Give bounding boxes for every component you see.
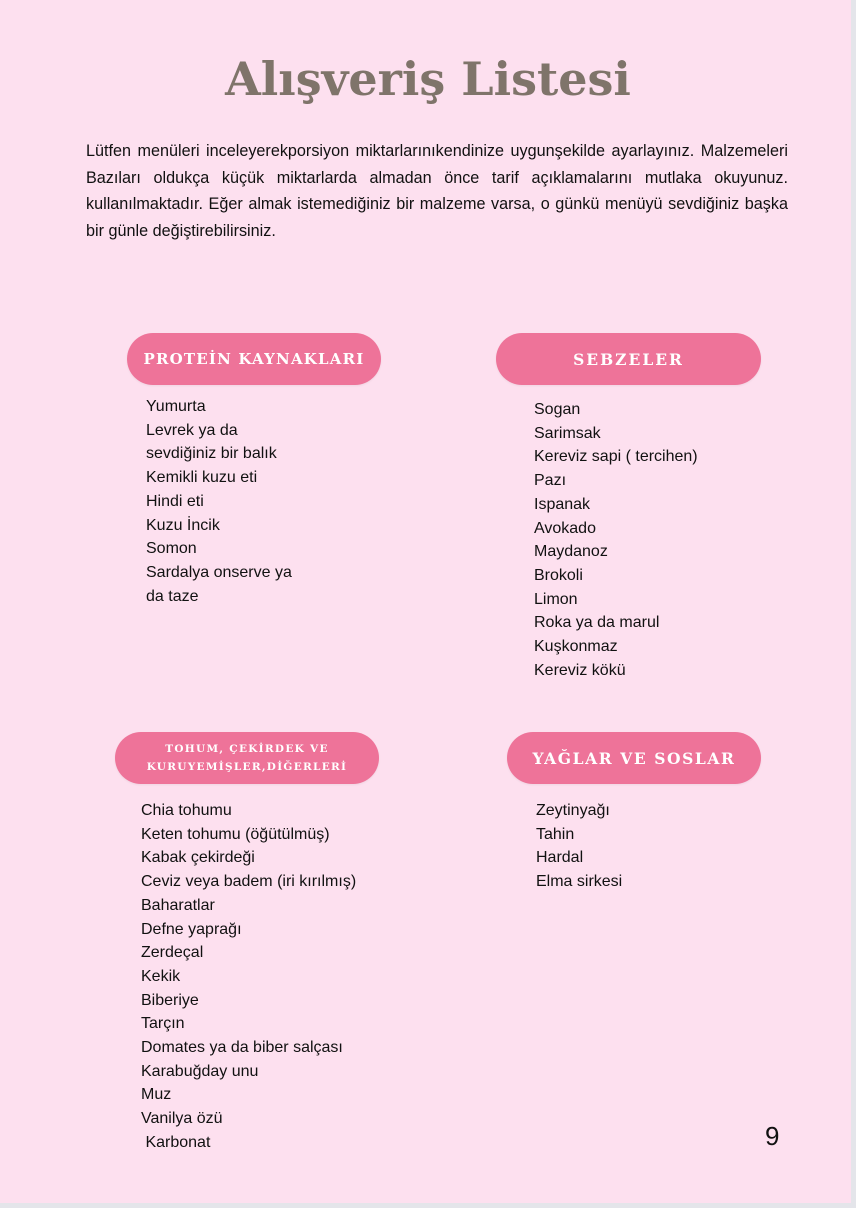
list-item: Kabak çekirdeği (141, 849, 255, 867)
list-item: Ceviz veya badem (iri kırılmış) (141, 873, 357, 891)
list-item: Zerdeçal (141, 944, 204, 962)
list-item: Kuzu İncik (146, 516, 220, 534)
list-item: Muz (141, 1086, 172, 1104)
list-item: Tahin (536, 825, 575, 843)
list-item: Sogan (534, 401, 581, 418)
list-item: Sardalya onserve ya (146, 563, 292, 581)
list-item: Ispanak (534, 495, 591, 513)
section-label-tohum-line1: TOHUM, ÇEKİRDEK VE (165, 743, 329, 755)
list-item: Hindi eti (146, 492, 204, 510)
list-item: Elma sirkesi (536, 873, 623, 891)
list-item: Somon (146, 540, 197, 558)
list-item: Yumurta (146, 398, 206, 415)
list-item: da taze (146, 587, 199, 605)
list-item: Biberiye (141, 991, 199, 1009)
section-label-protein: PROTEİN KAYNAKLARI (143, 350, 365, 368)
list-item: Avokado (534, 519, 596, 537)
list-item: Kemikli kuzu eti (146, 469, 258, 487)
list-item: Brokoli (534, 566, 583, 584)
yaglar-list (536, 799, 622, 894)
section-header-yaglar (507, 732, 761, 784)
protein-list (146, 395, 292, 608)
list-item: Kuşkonmaz (534, 638, 618, 656)
tohum-list (141, 799, 356, 1155)
list-item: Maydanoz (534, 543, 608, 561)
list-item: Hardal (536, 849, 584, 867)
list-item: Roka ya da marul (534, 614, 660, 632)
sebzeler-list (534, 398, 698, 682)
list-item: Karabuğday unu (141, 1062, 259, 1080)
list-item: Sarimsak (534, 424, 601, 442)
page-number: 9 (765, 1121, 780, 1151)
list-item: Keten tohumu (öğütülmüş) (141, 825, 330, 843)
list-item: Karbonat (141, 1133, 211, 1151)
list-item: Kereviz kökü (534, 661, 626, 679)
list-item: Kereviz sapi ( tercihen) (534, 448, 698, 466)
list-item: Vanilya özü (141, 1110, 223, 1128)
section-header-tohum (115, 732, 379, 784)
list-item: Defne yaprağı (141, 920, 242, 938)
section-label-sebzeler: SEBZELER (573, 349, 684, 369)
list-item: Chia tohumu (141, 802, 232, 819)
section-label-tohum-line2: KURUYEMİŞLER,DİĞERLERİ (146, 761, 348, 773)
list-item: Pazı (534, 472, 567, 490)
list-item: Baharatlar (141, 896, 215, 914)
section-header-protein (127, 333, 381, 385)
list-item: sevdiğiniz bir balık (146, 445, 277, 463)
list-item: Zeytinyağı (536, 802, 610, 819)
list-item: Levrek ya da (146, 421, 238, 439)
list-item: Kekik (141, 967, 181, 985)
intro-paragraph: Lütfen menüleri inceleyerekporsiyon miktarlarınıkendinize uygunşekilde ayarlayınız. Malzemeleri Bazıları oldukça küçük miktarlarda almadan önce tarif açıklamalarını mutlaka okuyunuz. kullanılmaktadır. Eğer almak istemediğiniz bir malzeme varsa, o günkü menüyü sevdiğiniz başka bir günle değiştirebilirsiniz. (86, 142, 788, 240)
section-label-yaglar: YAĞLAR VE SOSLAR (532, 748, 736, 768)
page-title: Alışveriş Listesi (225, 52, 631, 106)
list-item: Tarçın (141, 1015, 185, 1033)
list-item: Limon (534, 590, 578, 608)
list-item: Domates ya da biber salçası (141, 1039, 343, 1057)
section-header-sebzeler (496, 333, 761, 385)
